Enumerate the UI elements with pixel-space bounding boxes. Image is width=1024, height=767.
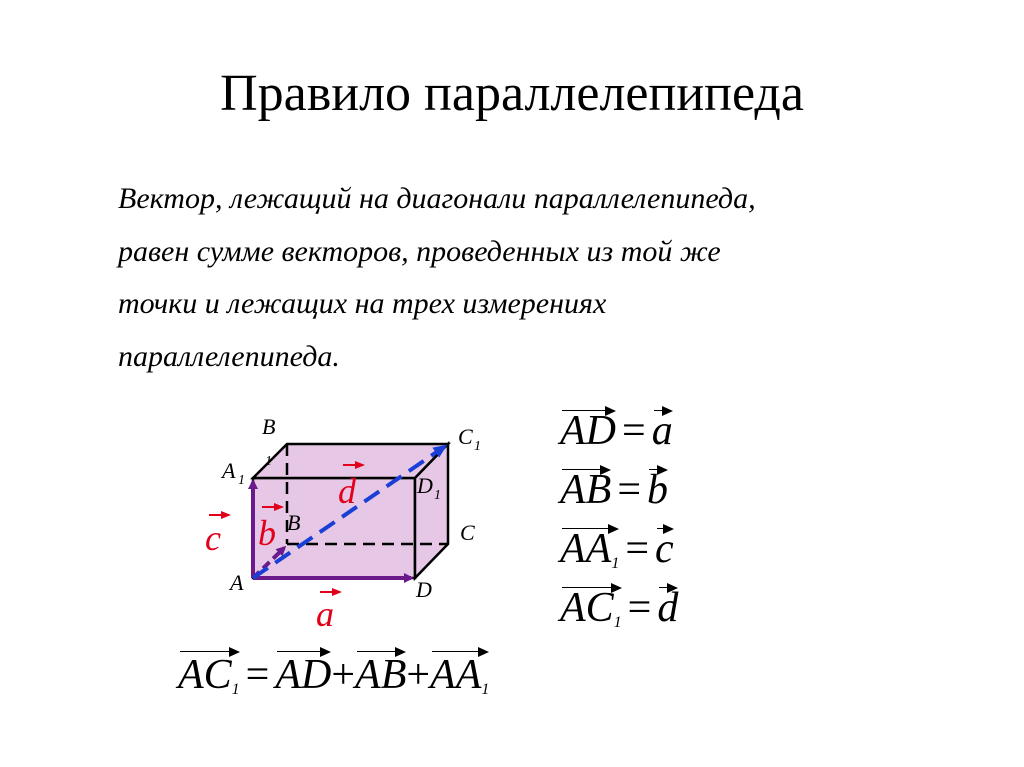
equation-aa1: $AA_1$ = c [560,522,860,576]
rule-line-2: равен сумме векторов, проведенных из той же [118,234,721,268]
label-b1-sub: 1 [265,454,272,469]
label-b: B [287,510,301,535]
vector-label-a: a [316,594,334,634]
label-a1: A [222,458,236,483]
vector-aa1-term: $AA_1$ [560,526,620,572]
equation-ac1: $AC_1$ = d [560,581,860,635]
label-c1: C [458,424,473,449]
label-a: A [230,570,244,595]
rule-line-4: параллелепипеда. [118,339,340,373]
vector-b-term: b [647,467,668,513]
equation-ad: AD = a [560,404,860,458]
label-a1-sub: 1 [238,473,245,488]
vector-ac1-term: $AC_1$ [560,585,622,631]
vector-label-b: b [258,513,276,553]
sum-term-aa1: $AA_1$ [430,645,489,720]
vector-label-c: c [205,518,221,558]
label-c1-sub: 1 [474,439,481,454]
vector-a-term: a [651,408,673,454]
label-c: C [460,520,475,545]
rule-line-1: Вектор, лежащий на диагонали параллелепипеда, [118,182,756,215]
label-d: D [416,577,432,602]
vector-c-term: c [655,526,674,572]
rule-line-3: точки и лежащих на трех измерениях [118,287,607,320]
label-d1-sub: 1 [434,488,441,503]
sum-term-ab: AB [355,645,406,705]
vector-label-d: d [338,471,356,511]
sum-term-ad: AD [275,645,331,705]
vector-d-term: d [657,585,679,631]
sum-lhs-ac1: $AC_1$ [178,645,240,720]
equation-ab: AB = b [560,463,860,517]
label-d1: D [417,473,433,498]
label-b1: B [262,414,276,439]
sum-equation: $AC_1$ = AD+ AB+ $AA_1$ [178,645,538,705]
vector-ad-term: AD [560,408,616,454]
vector-ab-term: AB [560,467,612,513]
slide-title: Правило параллелепипеда [220,65,804,122]
